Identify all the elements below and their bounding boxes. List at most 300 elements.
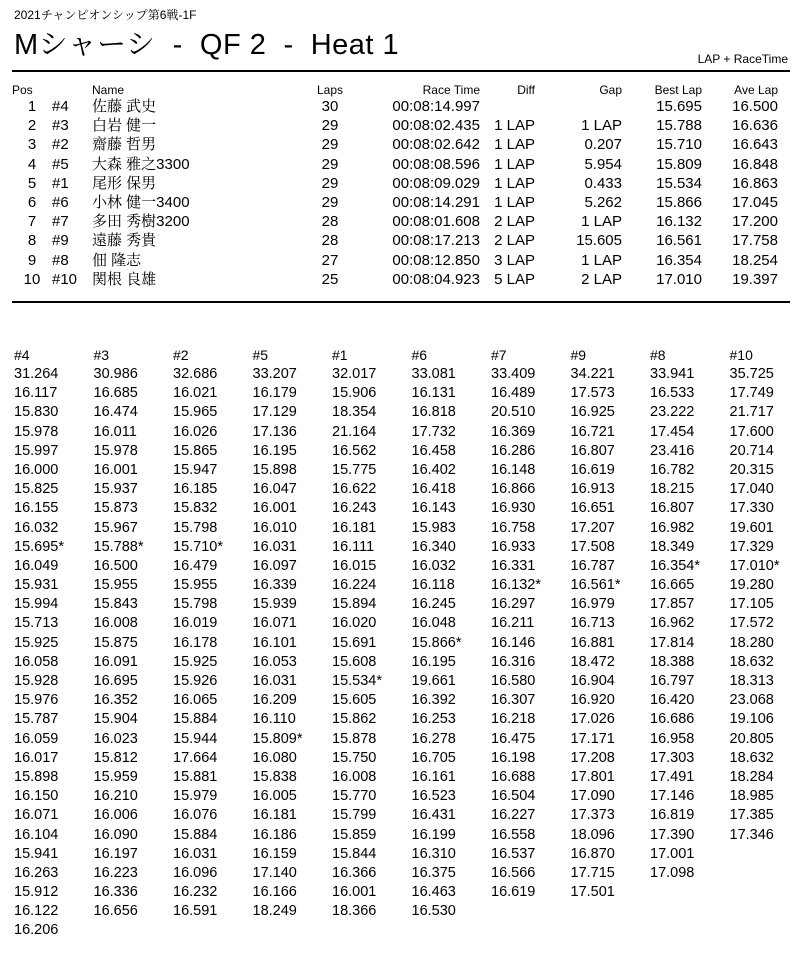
lap-time: 16.181 <box>252 807 297 824</box>
cell-pos: 6 <box>27 194 37 212</box>
lap-time: 33.409 <box>491 366 536 382</box>
lap-time: 16.155 <box>14 500 59 517</box>
lap-time: 17.026 <box>570 711 615 728</box>
lap-time: 18.354 <box>332 404 377 421</box>
lap-time: 16.463 <box>411 884 456 901</box>
lap-time: 16.402 <box>411 461 456 478</box>
cell-best-lap: 15.866 <box>656 194 702 212</box>
cell-best-lap: 16.132 <box>656 213 702 231</box>
cell-car-number: #4 <box>52 98 69 115</box>
lap-time: 15.894 <box>332 596 377 613</box>
lap-time: 20.315 <box>729 461 774 478</box>
results-header-row <box>12 83 778 97</box>
lap-time: 16.354* <box>650 557 700 574</box>
lap-time: 17.207 <box>570 519 615 536</box>
lap-time: 16.566 <box>491 864 536 881</box>
lap-time: 17.600 <box>729 423 774 440</box>
cell-ave-lap: 19.397 <box>732 270 778 288</box>
lap-time: 16.530 <box>411 903 456 920</box>
lap-time: 17.390 <box>650 826 695 843</box>
lap-time: 23.222 <box>650 404 695 421</box>
lap-time: 21.164 <box>332 423 377 440</box>
cell-best-lap: 17.010 <box>656 270 702 288</box>
lap-time: 31.264 <box>14 366 59 382</box>
cell-race-time: 00:08:17.213 <box>392 232 480 250</box>
lap-time: 16.224 <box>332 577 377 594</box>
cell-best-lap: 16.561 <box>656 232 702 250</box>
cell-gap: 2 LAP <box>581 270 622 288</box>
cell-ave-lap: 17.200 <box>732 213 778 231</box>
lap-time: 16.339 <box>252 577 297 594</box>
lap-time: 15.965 <box>173 404 218 421</box>
lap-time: 18.249 <box>252 903 297 920</box>
lap-time: 20.510 <box>491 404 536 421</box>
lap-time: 16.622 <box>332 481 377 498</box>
lap-time: 15.873 <box>93 500 138 517</box>
lap-time: 18.472 <box>570 653 615 670</box>
lap-time: 16.979 <box>570 596 615 613</box>
lap-column <box>332 345 412 941</box>
lap-time: 17.801 <box>570 768 615 785</box>
lap-time: 30.986 <box>93 366 138 382</box>
lap-time: 16.159 <box>252 845 297 862</box>
lap-time: 16.352 <box>93 692 138 709</box>
lap-time: 16.933 <box>491 538 536 555</box>
lap-time: 16.782 <box>650 461 695 478</box>
lap-time: 18.985 <box>729 788 774 805</box>
lap-time: 15.809* <box>252 730 303 747</box>
cell-diff <box>480 97 535 116</box>
report-mode-label: LAP + RaceTime <box>697 52 788 66</box>
lap-time: 16.392 <box>411 692 456 709</box>
lap-time: 16.665 <box>650 577 695 594</box>
cell-diff: 1 LAP <box>494 194 535 212</box>
lap-time: 16.787 <box>570 557 615 574</box>
lap-time: 16.008 <box>332 768 377 785</box>
cell-car-number: #9 <box>52 232 69 250</box>
lap-time: 16.537 <box>491 845 536 862</box>
lap-time: 16.195 <box>411 653 456 670</box>
lap-time: 16.431 <box>411 807 456 824</box>
lap-time: 15.691 <box>332 634 377 651</box>
lap-time: 17.329 <box>729 538 774 555</box>
lap-time: 17.105 <box>729 596 774 613</box>
cell-laps-count: 28 <box>321 213 339 231</box>
lap-time: 15.926 <box>173 673 218 689</box>
lap-time: 15.947 <box>173 461 218 478</box>
lap-time: 16.010 <box>252 519 297 536</box>
lap-time: 17.303 <box>650 749 695 766</box>
lap-time: 16.913 <box>570 481 615 498</box>
lap-time: 16.076 <box>173 807 218 824</box>
lap-time: 16.930 <box>491 500 536 517</box>
lap-time: 16.818 <box>411 404 456 421</box>
lap-time: 16.713 <box>570 615 615 632</box>
col-best-lap: Best Lap <box>654 83 702 97</box>
lap-time: 16.104 <box>14 826 59 843</box>
lap-time: 16.132* <box>491 577 541 594</box>
lap-time: 15.937 <box>93 481 138 498</box>
lap-time: 16.111 <box>332 538 375 555</box>
lap-time: 16.131 <box>411 385 456 402</box>
cell-pos: 8 <box>27 232 37 250</box>
lap-column-header: #1 <box>332 347 348 363</box>
lap-time: 15.884 <box>173 711 218 728</box>
lap-time: 16.059 <box>14 730 59 747</box>
lap-time: 16.097 <box>252 557 297 574</box>
cell-driver-name: 齋藤 哲男 <box>92 136 157 154</box>
lap-time: 17.146 <box>650 788 695 805</box>
lap-time: 16.197 <box>93 845 138 862</box>
lap-time: 16.474 <box>93 404 138 421</box>
lap-time: 15.608 <box>332 653 377 670</box>
lap-time: 16.558 <box>491 826 536 843</box>
cell-pos: 2 <box>27 117 37 135</box>
lap-time: 17.857 <box>650 596 695 613</box>
lap-time: 18.366 <box>332 903 377 920</box>
cell-race-time: 00:08:02.435 <box>392 117 480 135</box>
lap-time: 16.297 <box>491 596 536 613</box>
lap-time: 16.053 <box>252 653 297 670</box>
lap-time: 16.278 <box>411 730 456 747</box>
lap-time: 32.017 <box>332 366 377 382</box>
lap-column-header: #9 <box>570 347 587 363</box>
lap-time: 16.420 <box>650 692 695 709</box>
lap-column <box>412 345 492 941</box>
cell-gap: 1 LAP <box>581 117 622 135</box>
lap-time: 15.978 <box>93 442 138 459</box>
lap-time: 18.215 <box>650 481 695 498</box>
lap-time: 15.713 <box>14 615 59 632</box>
lap-time: 15.838 <box>252 768 297 785</box>
lap-time: 16.032 <box>14 519 59 536</box>
col-gap: Gap <box>599 83 622 97</box>
lap-time: 16.218 <box>491 711 536 728</box>
lap-time: 16.685 <box>93 385 138 402</box>
lap-time: 15.944 <box>173 730 218 747</box>
col-number <box>52 83 92 97</box>
lap-time: 16.686 <box>650 711 695 728</box>
cell-laps-count: 28 <box>321 232 339 250</box>
lap-time: 15.798 <box>173 596 218 613</box>
lap-time: 19.661 <box>411 673 456 689</box>
lap-time: 15.775 <box>332 461 377 478</box>
lap-time: 17.814 <box>650 634 695 651</box>
lap-time: 16.031 <box>252 538 297 555</box>
cell-laps-count: 29 <box>321 155 339 173</box>
cell-ave-lap: 17.045 <box>732 194 778 212</box>
lap-time: 16.619 <box>570 461 615 478</box>
cell-diff: 1 LAP <box>494 117 535 135</box>
cell-pos: 1 <box>27 98 37 115</box>
lap-time: 21.717 <box>729 404 774 421</box>
col-race-time: Race Time <box>422 83 480 97</box>
lap-time: 17.501 <box>570 884 615 901</box>
lap-time: 15.939 <box>252 596 297 613</box>
table-row <box>12 270 778 289</box>
lap-time: 33.081 <box>411 366 456 382</box>
lap-time: 17.491 <box>650 768 695 785</box>
lap-time: 23.416 <box>650 442 695 459</box>
table-row <box>12 212 778 231</box>
cell-laps-count: 25 <box>321 270 339 288</box>
lap-time: 15.710* <box>173 538 223 555</box>
lap-time: 17.001 <box>650 845 695 862</box>
lap-time: 17.572 <box>729 615 774 632</box>
cell-pos: 7 <box>27 213 37 231</box>
lap-column-header: #7 <box>491 347 507 363</box>
lap-time: 16.904 <box>570 673 615 689</box>
lap-time: 15.978 <box>14 423 59 440</box>
lap-time: 16.019 <box>173 615 218 632</box>
lap-time: 15.925 <box>173 653 218 670</box>
lap-time: 32.686 <box>173 366 218 382</box>
lap-time: 17.010* <box>729 557 780 574</box>
cell-race-time: 00:08:01.608 <box>392 213 480 231</box>
lap-time: 15.798 <box>173 519 218 536</box>
lap-time: 16.307 <box>491 692 536 709</box>
lap-time: 18.280 <box>729 634 774 651</box>
lap-time: 17.136 <box>252 423 297 440</box>
lap-time: 16.005 <box>252 788 297 805</box>
lap-time: 16.146 <box>491 634 536 651</box>
lap-time: 16.580 <box>491 673 536 689</box>
lap-time: 16.982 <box>650 519 695 536</box>
lap-time: 16.026 <box>173 423 218 440</box>
lap-time: 16.211 <box>491 615 535 632</box>
lap-time: 17.208 <box>570 749 615 766</box>
lap-time: 16.090 <box>93 826 138 843</box>
lap-time: 16.178 <box>173 634 218 651</box>
lap-column-header: #5 <box>252 347 269 363</box>
cell-driver-name: 白岩 健一 <box>92 117 157 135</box>
lap-time: 17.664 <box>173 749 218 766</box>
lap-time: 16.071 <box>252 615 297 632</box>
lap-time: 16.504 <box>491 788 536 805</box>
lap-time: 16.166 <box>252 884 297 901</box>
lap-time: 16.651 <box>570 500 615 517</box>
cell-car-number: #1 <box>52 174 69 192</box>
lap-time: 16.065 <box>173 692 218 709</box>
cell-gap: 1 LAP <box>581 251 622 269</box>
lap-time: 15.955 <box>93 577 138 594</box>
table-row <box>12 97 778 116</box>
lap-time: 15.955 <box>173 577 218 594</box>
lap-time: 16.245 <box>411 596 456 613</box>
lap-time: 16.143 <box>411 500 456 517</box>
lap-time: 15.862 <box>332 711 377 728</box>
lap-time: 15.832 <box>173 500 218 517</box>
lap-time: 16.688 <box>491 768 536 785</box>
lap-time: 17.040 <box>729 481 774 498</box>
lap-time: 16.656 <box>93 903 138 920</box>
cell-pos: 10 <box>23 270 41 288</box>
cell-driver-name: 関根 良雄 <box>92 270 157 288</box>
results-table <box>12 83 778 289</box>
lap-time: 18.096 <box>570 826 615 843</box>
lap-time: 15.931 <box>14 577 59 594</box>
cell-laps-count: 29 <box>321 174 339 192</box>
lap-time: 15.770 <box>332 788 377 805</box>
lap-column <box>730 345 800 941</box>
lap-time: 17.330 <box>729 500 774 517</box>
lap-time: 16.001 <box>252 500 297 517</box>
lap-time: 16.122 <box>14 903 59 920</box>
cell-diff: 2 LAP <box>494 232 535 250</box>
cell-ave-lap: 18.254 <box>732 251 778 269</box>
lap-time: 16.533 <box>650 385 695 402</box>
col-laps: Laps <box>316 83 344 97</box>
lap-time: 16.096 <box>173 864 218 881</box>
lap-time: 16.195 <box>252 442 297 459</box>
lap-time: 33.941 <box>650 366 695 382</box>
lap-column <box>253 345 333 941</box>
lap-time: 15.695* <box>14 538 64 555</box>
lap-time: 15.997 <box>14 442 59 459</box>
cell-laps-count: 29 <box>321 117 339 135</box>
lap-time: 16.232 <box>173 884 218 901</box>
cell-ave-lap: 17.758 <box>732 232 778 250</box>
table-row <box>12 193 778 212</box>
cell-laps-count: 30 <box>321 98 339 115</box>
lap-time: 16.117 <box>14 385 58 402</box>
lap-time: 16.695 <box>93 673 138 689</box>
lap-time: 15.976 <box>14 692 59 709</box>
cell-race-time: 00:08:12.850 <box>392 251 480 269</box>
lap-time: 15.788* <box>93 538 144 555</box>
lap-time: 16.080 <box>252 749 297 766</box>
lap-time: 16.881 <box>570 634 615 651</box>
lap-time: 16.310 <box>411 845 456 862</box>
lap-time: 15.825 <box>14 481 59 498</box>
cell-gap: 15.605 <box>576 232 622 250</box>
lap-time: 18.632 <box>729 653 774 670</box>
lap-time: 17.732 <box>411 423 456 440</box>
lap-time: 15.912 <box>14 884 59 901</box>
lap-time: 16.962 <box>650 615 695 632</box>
lap-column <box>571 345 651 941</box>
lap-time: 15.967 <box>93 519 138 536</box>
lap-column-header: #6 <box>411 347 428 363</box>
lap-time: 16.206 <box>14 922 59 939</box>
cell-diff: 1 LAP <box>494 174 535 192</box>
lap-time: 17.573 <box>570 385 615 402</box>
lap-time: 16.181 <box>332 519 377 536</box>
cell-car-number: #3 <box>52 117 69 135</box>
lap-time: 16.000 <box>14 461 59 478</box>
lap-time: 15.898 <box>14 768 59 785</box>
lap-time: 20.805 <box>729 730 774 747</box>
lap-time: 16.562 <box>332 442 377 459</box>
cell-diff: 1 LAP <box>494 136 535 154</box>
lap-time: 16.049 <box>14 557 59 574</box>
cell-car-number: #6 <box>52 194 69 212</box>
cell-driver-name: 小林 健一3400 <box>92 194 190 212</box>
cell-best-lap: 15.695 <box>656 98 702 115</box>
lap-time: 16.001 <box>332 884 377 901</box>
col-ave-lap: Ave Lap <box>734 83 778 97</box>
lap-time: 18.388 <box>650 653 695 670</box>
lap-column-header: #2 <box>173 347 189 363</box>
cell-best-lap: 16.354 <box>656 251 702 269</box>
cell-gap: 1 LAP <box>581 213 622 231</box>
lap-time: 16.866 <box>491 481 536 498</box>
cell-car-number: #10 <box>52 270 78 288</box>
lap-time: 16.161 <box>411 768 456 785</box>
lap-column-header: #10 <box>729 347 753 363</box>
lap-time: 16.523 <box>411 788 456 805</box>
lap-time: 16.032 <box>411 557 456 574</box>
lap-time: 17.385 <box>729 807 774 824</box>
lap-time: 16.418 <box>411 481 456 498</box>
lap-time: 16.020 <box>332 615 377 632</box>
lap-time: 16.705 <box>411 749 456 766</box>
cell-ave-lap: 16.636 <box>732 117 778 135</box>
lap-time: 16.199 <box>411 826 456 843</box>
lap-time: 15.959 <box>93 768 138 785</box>
lap-time: 17.140 <box>252 864 297 881</box>
cell-best-lap: 15.710 <box>656 136 702 154</box>
cell-ave-lap: 16.643 <box>732 136 778 154</box>
lap-time: 16.807 <box>570 442 615 459</box>
lap-time: 15.844 <box>332 845 377 862</box>
lap-time: 16.316 <box>491 653 536 670</box>
lap-time: 16.209 <box>252 692 297 709</box>
lap-time: 17.373 <box>570 807 615 824</box>
lap-time: 18.349 <box>650 538 695 555</box>
cell-gap: 0.207 <box>584 136 622 154</box>
lap-column <box>491 345 571 941</box>
event-subtitle: 2021チャンピオンシップ第6戦-1F <box>14 8 197 22</box>
lap-time: 15.878 <box>332 730 377 747</box>
lap-time: 17.715 <box>570 864 615 881</box>
cell-pos: 3 <box>27 136 37 154</box>
lap-time: 16.286 <box>491 442 536 459</box>
lap-time: 16.489 <box>491 385 536 402</box>
lap-time: 15.865 <box>173 442 218 459</box>
lap-time: 16.958 <box>650 730 695 747</box>
col-name: Name <box>92 83 125 97</box>
cell-pos: 5 <box>27 174 37 192</box>
lap-column <box>173 345 253 941</box>
lap-time: 16.920 <box>570 692 615 709</box>
cell-diff: 3 LAP <box>494 251 535 269</box>
lap-time: 15.534* <box>332 673 382 689</box>
cell-laps-count: 27 <box>321 251 339 269</box>
lap-time: 16.366 <box>332 864 377 881</box>
lap-time: 19.280 <box>729 577 774 594</box>
lap-time: 15.994 <box>14 596 59 613</box>
lap-time: 16.008 <box>93 615 138 632</box>
cell-driver-name: 遠藤 秀貴 <box>92 232 157 250</box>
lap-time: 16.263 <box>14 864 59 881</box>
lap-time: 16.011 <box>93 423 137 440</box>
lap-time: 15.904 <box>93 711 138 728</box>
cell-car-number: #8 <box>52 251 69 269</box>
cell-driver-name: 佐藤 武史 <box>92 98 157 115</box>
lap-time: 17.129 <box>252 404 297 421</box>
table-row <box>12 135 778 154</box>
lap-time: 16.500 <box>93 557 138 574</box>
lap-time: 19.106 <box>729 711 774 728</box>
lap-time: 15.859 <box>332 826 377 843</box>
lap-time: 16.210 <box>93 788 138 805</box>
cell-driver-name: 尾形 保男 <box>92 174 157 192</box>
lap-time: 15.866* <box>411 634 462 651</box>
table-row <box>12 116 778 135</box>
lap-time: 16.561* <box>570 577 621 594</box>
lap-time: 18.632 <box>729 749 774 766</box>
